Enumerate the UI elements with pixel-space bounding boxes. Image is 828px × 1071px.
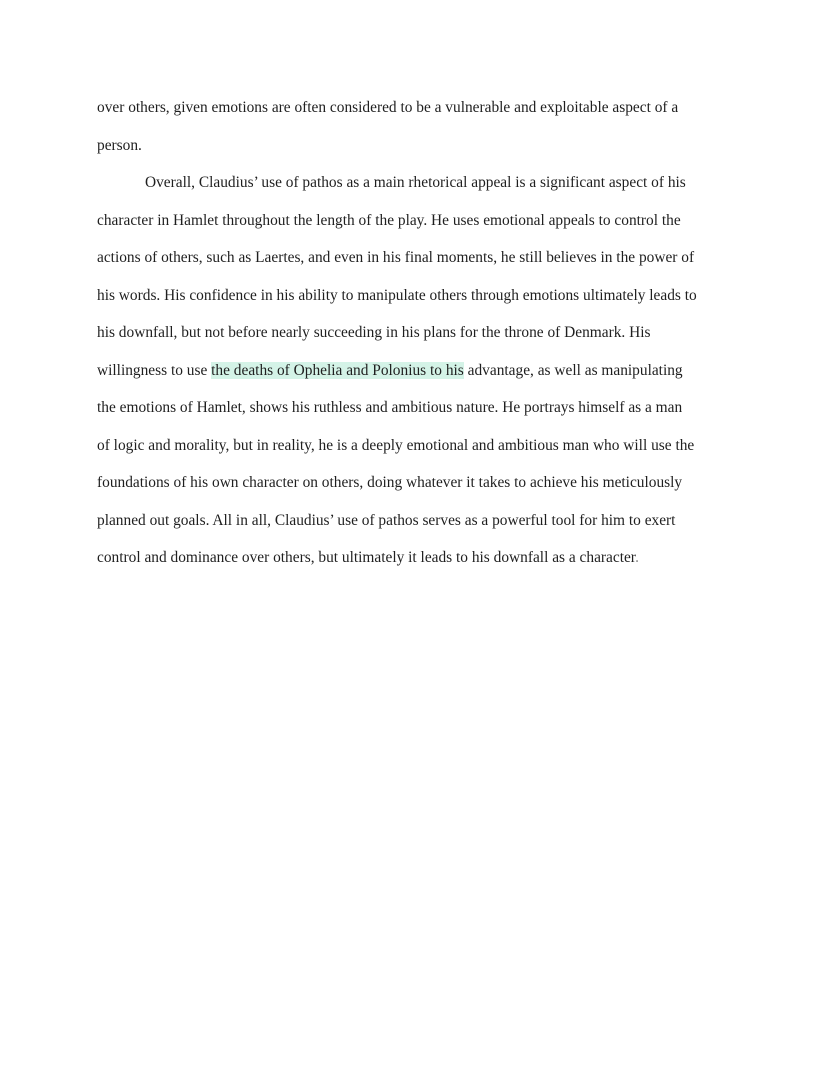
text-line-6: his words. His confidence in his ability to manipulate others through emotions ultimately leads to [97,286,697,304]
text-line-1: over others, given emotions are often considered to be a vulnerable and exploitable aspect of a [97,99,679,116]
document-body [97,94,737,582]
text-line-7: his downfall, but not before nearly succeeding in his plans for the throne of Denmark. His [97,324,651,341]
text-line-5: actions of others, such as Laertes, and even in his final moments, he still believes in the power of [97,249,695,266]
text-line-9: the emotions of Hamlet, shows his ruthless and ambitious nature. He portrays himself as a man [97,399,683,416]
text-line-12: planned out goals. All in all, Claudius’ use of pathos serves as a powerful tool for him to exert [97,511,676,529]
text-line-2: person. [97,136,142,154]
highlighted-text[interactable]: the deaths of Ophelia and Polonius to his [211,361,464,379]
last-line-period: . [635,549,639,566]
text-line-11: foundations of his own character on others, doing whatever it takes to achieve his meticulously [97,474,683,491]
text-line-4: character in Hamlet throughout the length of the play. He uses emotional appeals to control the [97,211,681,229]
line-8-after: advantage, as well as manipulating [463,361,683,379]
text-line-13 [97,544,737,582]
last-line-text: control and dominance over others, but ultimately it leads to his downfall as a character [97,549,636,566]
text-line-10: of logic and morality, but in reality, he is a deeply emotional and ambitious man who will use the [97,436,695,454]
paragraph-start-line: Overall, Claudius’ use of pathos as a main rhetorical appeal is a significant aspect of his [145,174,686,191]
line-8-before: willingness to use [97,361,212,379]
text-line-8 [97,357,737,395]
